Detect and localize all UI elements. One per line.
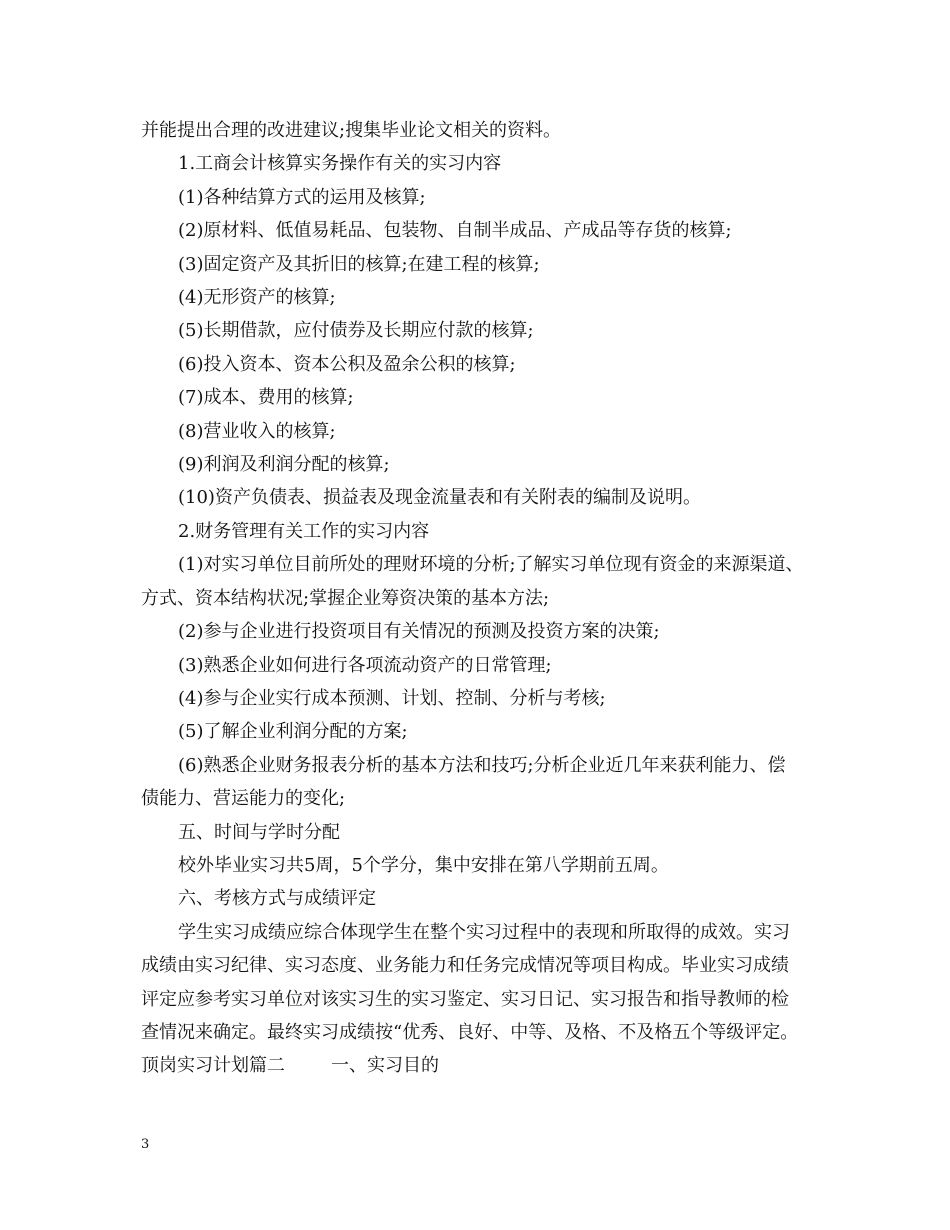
list-item: (7)成本、费用的核算; bbox=[178, 387, 354, 409]
list-item: (10)资产负债表、损益表及现金流量表和有关附表的编制及说明。 bbox=[178, 487, 701, 509]
list-item: (5)了解企业利润分配的方案; bbox=[178, 721, 408, 743]
section-heading: 1.工商会计核算实务操作有关的实习内容 bbox=[178, 153, 502, 175]
list-item: (4)参与企业实行成本预测、计划、控制、分析与考核; bbox=[178, 687, 606, 709]
list-item: (9)利润及利润分配的核算; bbox=[178, 454, 390, 476]
paragraph-line: 评定应参考实习单位对该实习生的实习鉴定、实习日记、实习报告和指导教师的检 bbox=[141, 988, 789, 1010]
list-item: (5)长期借款，应付债券及长期应付款的核算; bbox=[178, 320, 534, 342]
paragraph-line: 校外毕业实习共5周，5个学分，集中安排在第八学期前五周。 bbox=[178, 854, 669, 876]
page-number: 3 bbox=[141, 1137, 150, 1152]
section-heading: 六、考核方式与成绩评定 bbox=[178, 888, 376, 910]
document-body bbox=[141, 114, 821, 1083]
list-item: (1)各种结算方式的运用及核算; bbox=[178, 186, 426, 208]
list-item: (1)对实习单位目前所处的理财环境的分析;了解实习单位现有资金的来源渠道、 bbox=[178, 554, 804, 576]
list-item: (2)参与企业进行投资项目有关情况的预测及投资方案的决策; bbox=[178, 621, 660, 643]
list-item: (2)原材料、低值易耗品、包装物、自制半成品、产成品等存货的核算; bbox=[178, 220, 732, 242]
paragraph-line: 并能提出合理的改进建议;搜集毕业论文相关的资料。 bbox=[141, 120, 562, 141]
paragraph-line: 学生实习成绩应综合体现学生在整个实习过程中的表现和所取得的成效。实习 bbox=[178, 921, 790, 943]
list-item: (3)熟悉企业如何进行各项流动资产的日常管理; bbox=[178, 654, 552, 676]
list-item-continuation: 方式、资本结构状况;掌握企业筹资决策的基本方法; bbox=[141, 587, 550, 609]
section-title: 顶岗实习计划篇二 bbox=[141, 1055, 285, 1077]
next-section-line bbox=[141, 1049, 821, 1082]
list-item: (6)投入资本、资本公积及盈余公积的核算; bbox=[178, 353, 516, 375]
list-item: (8)营业收入的核算; bbox=[178, 420, 336, 442]
list-item: (3)固定资产及其折旧的核算;在建工程的核算; bbox=[178, 253, 540, 275]
list-item: (4)无形资产的核算; bbox=[178, 287, 336, 309]
list-item: (6)熟悉企业财务报表分析的基本方法和技巧;分析企业近几年来获利能力、偿 bbox=[178, 754, 786, 776]
section-heading: 五、时间与学时分配 bbox=[178, 821, 340, 843]
paragraph-line: 成绩由实习纪律、实习态度、业务能力和任务完成情况等项目构成。毕业实习成绩 bbox=[141, 955, 789, 977]
section-heading: 一、实习目的 bbox=[331, 1055, 439, 1077]
list-item-continuation: 债能力、营运能力的变化; bbox=[141, 788, 346, 810]
section-heading: 2.财务管理有关工作的实习内容 bbox=[178, 520, 430, 542]
paragraph-line: 查情况来确定。最终实习成绩按“优秀、良好、中等、及格、不及格五个等级评定。 bbox=[141, 1021, 799, 1043]
